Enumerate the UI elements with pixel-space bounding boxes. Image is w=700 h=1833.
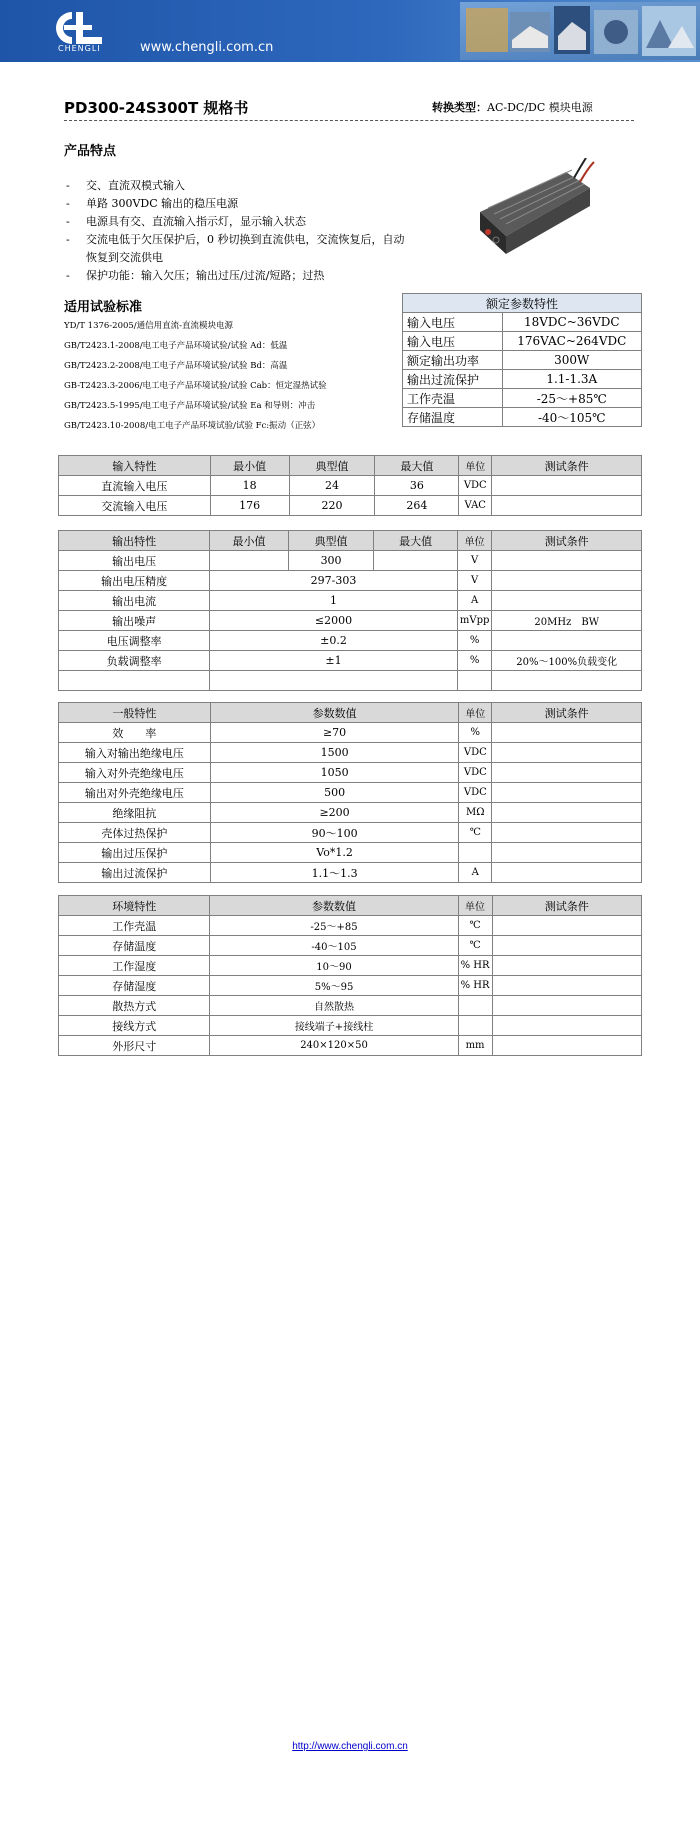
header-cell: 典型值 xyxy=(289,456,375,476)
table-cell xyxy=(492,591,642,611)
table-cell: VDC xyxy=(459,743,492,763)
table-cell: 20MHz BW xyxy=(492,611,642,631)
table-cell: 绝缘阻抗 xyxy=(59,803,211,823)
table-cell: VDC xyxy=(459,476,492,496)
table-cell: 交流输入电压 xyxy=(59,496,211,516)
table-cell: 输入对输出绝缘电压 xyxy=(59,743,211,763)
table-row xyxy=(59,843,642,863)
table-row xyxy=(59,631,642,651)
table-cell: V xyxy=(457,571,492,591)
table-cell xyxy=(458,1016,492,1036)
table-cell xyxy=(492,783,642,803)
table-cell xyxy=(492,496,642,516)
standard-item: GB/T2423.1-2008/电工电子产品环境试验/试验 Ad：低温 xyxy=(64,341,288,351)
table-cell: VAC xyxy=(459,496,492,516)
param-label: 工作壳温 xyxy=(403,389,503,408)
table-cell xyxy=(492,863,642,883)
footer-website-link[interactable]: http://www.chengli.com.cn xyxy=(292,1741,408,1752)
table-cell: 散热方式 xyxy=(59,996,210,1016)
header-cell: 一般特性 xyxy=(59,703,211,723)
table-cell xyxy=(492,476,642,496)
standard-item: GB/T2423.5-1995/电工电子产品环境试验/试验 Ea 和导则：冲击 xyxy=(64,401,316,411)
table-row xyxy=(59,803,642,823)
table-cell: ≤2000 xyxy=(210,611,458,631)
header-banner xyxy=(0,0,700,62)
table-cell xyxy=(210,671,458,691)
table-cell xyxy=(492,763,642,783)
table-cell xyxy=(492,571,642,591)
table-cell: 1 xyxy=(210,591,458,611)
table-cell: 18 xyxy=(210,476,289,496)
param-value: 176VAC~264VDC xyxy=(502,332,641,351)
table-cell xyxy=(458,996,492,1016)
table-cell: 工作壳温 xyxy=(59,916,210,936)
header-cell: 输出特性 xyxy=(59,531,210,551)
table-row xyxy=(59,763,642,783)
table-cell: 输入对外壳绝缘电压 xyxy=(59,763,211,783)
standard-item: GB/T2423.2-2008/电工电子产品环境试验/试验 Bd：高温 xyxy=(64,361,288,371)
table-cell: ±0.2 xyxy=(210,631,458,651)
table-cell xyxy=(59,671,210,691)
features-list xyxy=(66,177,406,285)
table-cell: -40～105 xyxy=(210,936,458,956)
table-row xyxy=(59,863,642,883)
header-cell: 最大值 xyxy=(375,456,459,476)
table-cell: 220 xyxy=(289,496,375,516)
header-cell: 单位 xyxy=(458,896,492,916)
table-cell: 90～100 xyxy=(210,823,458,843)
table-header-row xyxy=(59,703,642,723)
table-cell xyxy=(492,743,642,763)
table-row xyxy=(403,389,642,408)
rated-parameters-table xyxy=(402,293,642,427)
table-header-row xyxy=(403,294,642,313)
header-cell: 最小值 xyxy=(210,531,289,551)
table-header-row xyxy=(59,531,642,551)
table-cell: mVpp xyxy=(457,611,492,631)
table-cell: ≥200 xyxy=(210,803,458,823)
table-cell xyxy=(492,976,641,996)
table-cell: 1050 xyxy=(210,763,458,783)
header-cell: 单位 xyxy=(459,703,492,723)
table-cell: 24 xyxy=(289,476,375,496)
header-cell: 典型值 xyxy=(288,531,374,551)
page-footer xyxy=(0,1741,700,1752)
table-row xyxy=(59,551,642,571)
header-cell: 参数数值 xyxy=(210,703,458,723)
table-row xyxy=(403,370,642,389)
header-cell: 测试条件 xyxy=(492,531,642,551)
table-cell: 297-303 xyxy=(210,571,458,591)
header-cell: 测试条件 xyxy=(492,703,642,723)
table-cell: % xyxy=(457,651,492,671)
table-cell: 240×120×50 xyxy=(210,1036,458,1056)
table-cell: % HR xyxy=(458,976,492,996)
table-row xyxy=(59,936,642,956)
table-cell: 效 率 xyxy=(59,723,211,743)
table-cell: 5%～95 xyxy=(210,976,458,996)
table-cell: MΩ xyxy=(459,803,492,823)
table-row xyxy=(59,651,642,671)
table-cell: 外形尺寸 xyxy=(59,1036,210,1056)
title-divider xyxy=(64,120,634,121)
param-value: 1.1-1.3A xyxy=(502,370,641,389)
table-cell: -25～+85 xyxy=(210,916,458,936)
table-header-row xyxy=(59,456,642,476)
table-cell xyxy=(492,551,642,571)
table-cell: A xyxy=(457,591,492,611)
table-cell xyxy=(492,936,641,956)
feature-item: - 电源具有交、直流输入指示灯，显示输入状态 xyxy=(66,213,406,231)
header-cell: 最小值 xyxy=(210,456,289,476)
table-cell: V xyxy=(457,551,492,571)
table-cell: 300 xyxy=(288,551,374,571)
table-cell: ℃ xyxy=(458,936,492,956)
table-row xyxy=(403,351,642,370)
feature-item: - 交、直流双模式输入 xyxy=(66,177,406,195)
table-cell: 500 xyxy=(210,783,458,803)
table-cell: 输出过流保护 xyxy=(59,863,211,883)
table-cell: VDC xyxy=(459,783,492,803)
param-label: 存储温度 xyxy=(403,408,503,427)
table-cell xyxy=(492,916,641,936)
param-label: 额定输出功率 xyxy=(403,351,503,370)
header-photo-collage xyxy=(460,2,700,60)
conversion-type xyxy=(432,99,593,115)
table-row xyxy=(59,591,642,611)
table-cell xyxy=(492,956,641,976)
feature-item: - 保护功能：输入欠压；输出过压/过流/短路；过热 xyxy=(66,267,406,285)
table-cell: 输出电流 xyxy=(59,591,210,611)
header-cell: 参数数值 xyxy=(210,896,458,916)
table-row xyxy=(403,313,642,332)
table-row xyxy=(59,956,642,976)
table-cell xyxy=(492,996,641,1016)
table-cell: % HR xyxy=(458,956,492,976)
features-heading: 产品特点 xyxy=(64,144,117,159)
table-cell xyxy=(459,843,492,863)
page-title: PD300-24S300T 规格书 xyxy=(64,99,249,117)
rated-parameters-heading: 额定参数特性 xyxy=(403,294,642,313)
header-cell: 输入特性 xyxy=(59,456,211,476)
table-row xyxy=(59,976,642,996)
table-cell: 176 xyxy=(210,496,289,516)
table-cell: % xyxy=(457,631,492,651)
table-row xyxy=(59,916,642,936)
table-cell xyxy=(210,551,289,571)
standard-item: GB-T2423.3-2006/电工电子产品环境试验/试验 Cab：恒定湿热试验 xyxy=(64,381,327,391)
table-cell: 负载调整率 xyxy=(59,651,210,671)
table-cell: 自然散热 xyxy=(210,996,458,1016)
standard-item: GB/T2423.10-2008/电工电子产品环境试验/试验 Fc:振动（正弦） xyxy=(64,421,321,431)
table-cell: 264 xyxy=(375,496,459,516)
table-cell: % xyxy=(459,723,492,743)
table-row xyxy=(59,496,642,516)
header-cell: 单位 xyxy=(457,531,492,551)
table-cell: 输出电压精度 xyxy=(59,571,210,591)
table-cell xyxy=(492,1036,641,1056)
table-row xyxy=(59,996,642,1016)
header-website: www.chengli.com.cn xyxy=(140,40,274,55)
table-cell: 接线端子+接线柱 xyxy=(210,1016,458,1036)
table-row xyxy=(59,823,642,843)
feature-item: - 单路 300VDC 输出的稳压电源 xyxy=(66,195,406,213)
table-row xyxy=(403,408,642,427)
table-cell: 工作湿度 xyxy=(59,956,210,976)
table-cell xyxy=(492,723,642,743)
table-cell: 36 xyxy=(375,476,459,496)
param-label: 输入电压 xyxy=(403,313,503,332)
table-cell xyxy=(492,1016,641,1036)
header-cell: 最大值 xyxy=(374,531,458,551)
header-cell: 测试条件 xyxy=(492,456,642,476)
table-cell xyxy=(374,551,458,571)
param-value: 18VDC~36VDC xyxy=(502,313,641,332)
table-row xyxy=(59,1016,642,1036)
table-cell xyxy=(492,823,642,843)
table-cell: 直流输入电压 xyxy=(59,476,211,496)
table-cell: 接线方式 xyxy=(59,1016,210,1036)
table-cell: Vo*1.2 xyxy=(210,843,458,863)
table-cell xyxy=(492,671,642,691)
table-cell xyxy=(492,631,642,651)
table-cell xyxy=(457,671,492,691)
header-cell: 测试条件 xyxy=(492,896,641,916)
header-cell: 环境特性 xyxy=(59,896,210,916)
table-cell xyxy=(492,803,642,823)
table-cell: ℃ xyxy=(458,916,492,936)
table-cell: 10～90 xyxy=(210,956,458,976)
table-cell: VDC xyxy=(459,763,492,783)
table-row xyxy=(59,476,642,496)
table-cell: 电压调整率 xyxy=(59,631,210,651)
table-row xyxy=(59,1036,642,1056)
general-characteristics-table xyxy=(58,702,642,883)
header-cell: 单位 xyxy=(459,456,492,476)
table-cell: 1.1～1.3 xyxy=(210,863,458,883)
table-row xyxy=(59,611,642,631)
table-cell: 1500 xyxy=(210,743,458,763)
feature-item: - 交流电低于欠压保护后，0 秒切换到直流供电，交流恢复后，自动恢复到交流供电 xyxy=(66,231,406,267)
table-cell xyxy=(492,843,642,863)
table-cell: ≥70 xyxy=(210,723,458,743)
table-cell: 输出噪声 xyxy=(59,611,210,631)
environmental-characteristics-table xyxy=(58,895,642,1056)
table-row xyxy=(59,723,642,743)
table-cell: 存储温度 xyxy=(59,936,210,956)
output-characteristics-table xyxy=(58,530,642,691)
param-label: 输出过流保护 xyxy=(403,370,503,389)
table-cell: ℃ xyxy=(459,823,492,843)
param-label: 输入电压 xyxy=(403,332,503,351)
table-row xyxy=(59,571,642,591)
standard-item: YD/T 1376-2005/通信用直流-直流模块电源 xyxy=(64,321,234,331)
table-row xyxy=(403,332,642,351)
table-cell: 壳体过热保护 xyxy=(59,823,211,843)
standards-heading: 适用试验标准 xyxy=(64,300,143,315)
table-cell: A xyxy=(459,863,492,883)
param-value: 300W xyxy=(502,351,641,370)
table-cell: 输出对外壳绝缘电压 xyxy=(59,783,211,803)
conversion-type-value: AC-DC/DC 模块电源 xyxy=(487,101,593,114)
table-cell: 输出过压保护 xyxy=(59,843,211,863)
table-header-row xyxy=(59,896,642,916)
product-photo xyxy=(466,158,596,268)
table-row xyxy=(59,783,642,803)
table-cell: mm xyxy=(458,1036,492,1056)
param-value: -25～+85℃ xyxy=(502,389,641,408)
standards-list xyxy=(64,316,327,436)
table-row xyxy=(59,671,642,691)
input-characteristics-table xyxy=(58,455,642,516)
table-cell: ±1 xyxy=(210,651,458,671)
table-cell: 20%～100%负载变化 xyxy=(492,651,642,671)
logo-text: CHENGLI xyxy=(58,44,101,53)
conversion-type-label: 转换类型： xyxy=(432,101,487,114)
table-cell: 存储湿度 xyxy=(59,976,210,996)
param-value: -40～105℃ xyxy=(502,408,641,427)
table-cell: 输出电压 xyxy=(59,551,210,571)
table-row xyxy=(59,743,642,763)
